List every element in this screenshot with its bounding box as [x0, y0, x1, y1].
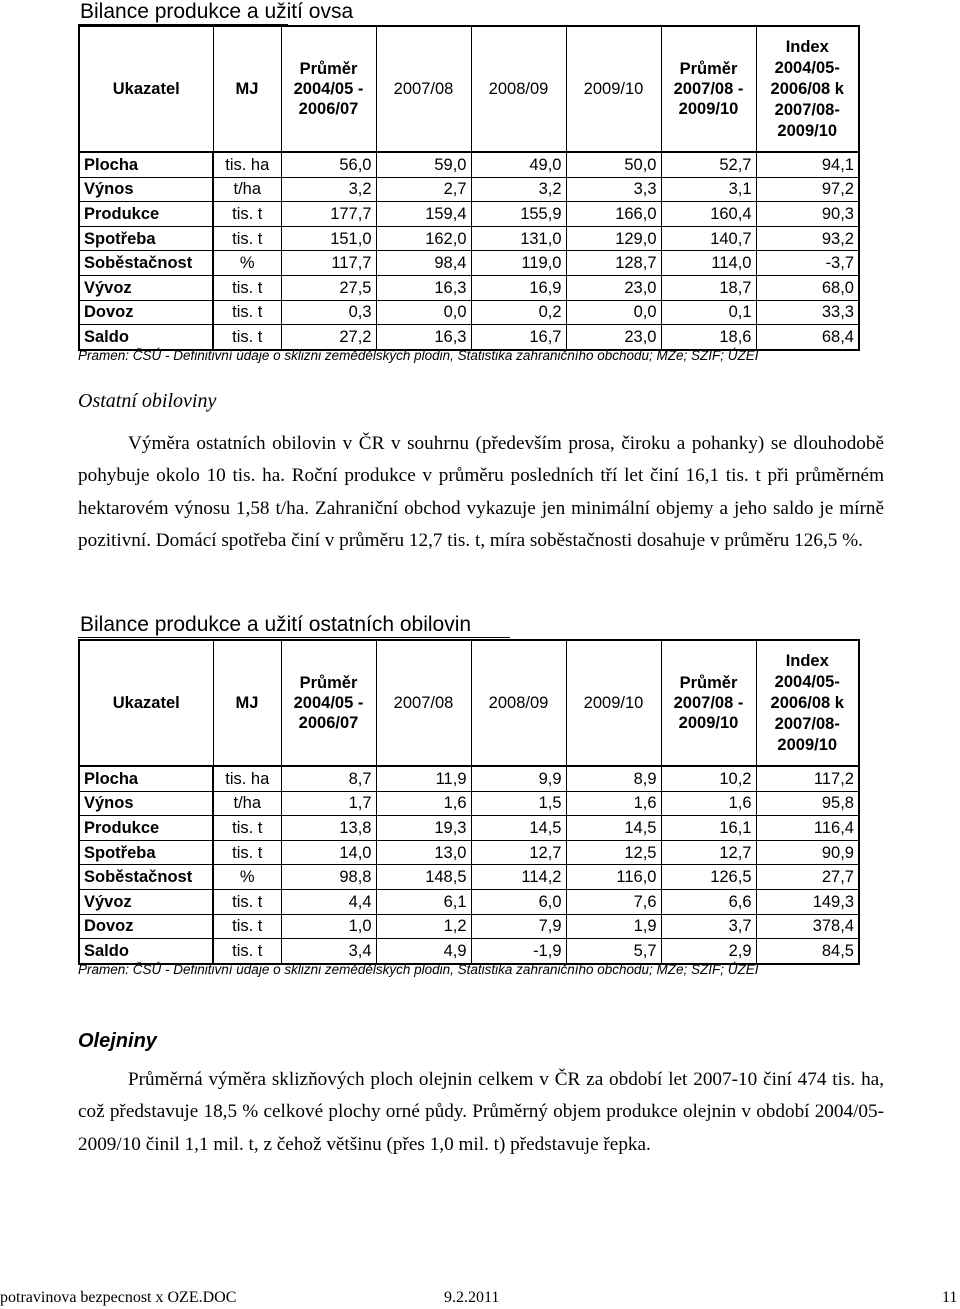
table-row	[79, 816, 859, 841]
table-cell: 93,2	[756, 226, 859, 251]
footer-date: 9.2.2011	[444, 1289, 500, 1306]
header-ukazatel: Ukazatel	[79, 640, 213, 766]
row-unit: tis. ha	[213, 152, 281, 177]
table-cell: 14,5	[471, 816, 566, 841]
table-cell: 151,0	[281, 226, 376, 251]
table-row	[79, 766, 859, 791]
header-index: Index 2004/05-2006/08 k 2007/08-2009/10	[756, 640, 859, 766]
table-row	[79, 865, 859, 890]
table-row	[79, 840, 859, 865]
table-row	[79, 300, 859, 325]
table-row	[79, 177, 859, 202]
table-cell: 13,8	[281, 816, 376, 841]
table-row	[79, 226, 859, 251]
section-other-heading: Ostatní obiloviny	[78, 390, 217, 412]
table-cell: 7,9	[471, 914, 566, 939]
table-cell: 0,2	[471, 300, 566, 325]
table-cell: 1,6	[661, 791, 756, 816]
table-cell: 94,1	[756, 152, 859, 177]
table1	[78, 25, 860, 351]
table-cell: 16,3	[376, 325, 471, 350]
table-cell: 16,1	[661, 816, 756, 841]
table-cell: 177,7	[281, 202, 376, 227]
table-cell: 3,2	[281, 177, 376, 202]
table-cell: 19,3	[376, 816, 471, 841]
table-cell: 6,6	[661, 889, 756, 914]
table2-title-underline	[78, 637, 510, 638]
header-mj: MJ	[213, 640, 281, 766]
header-2007-08: 2007/08	[376, 26, 471, 152]
row-unit: tis. t	[213, 202, 281, 227]
table-cell: 116,4	[756, 816, 859, 841]
row-label: Soběstačnost	[79, 865, 213, 890]
table-cell: 84,5	[756, 939, 859, 964]
table2-body	[79, 766, 859, 964]
table2-title: Bilance produkce a užití ostatních obilovin	[80, 613, 472, 636]
table-cell: 3,3	[566, 177, 661, 202]
row-unit: tis. t	[213, 914, 281, 939]
table-cell: 116,0	[566, 865, 661, 890]
table-cell: 155,9	[471, 202, 566, 227]
row-unit: t/ha	[213, 177, 281, 202]
table-cell: 18,6	[661, 325, 756, 350]
header-mj: MJ	[213, 26, 281, 152]
table-cell: 16,7	[471, 325, 566, 350]
row-unit: tis. t	[213, 816, 281, 841]
table-cell: 56,0	[281, 152, 376, 177]
table-cell: 23,0	[566, 275, 661, 300]
row-unit: t/ha	[213, 791, 281, 816]
table-cell: 117,7	[281, 251, 376, 276]
table-cell: 8,9	[566, 766, 661, 791]
table-cell: 95,8	[756, 791, 859, 816]
table-cell: 11,9	[376, 766, 471, 791]
table1-title: Bilance produkce a užití ovsa	[80, 0, 354, 23]
table-cell: 126,5	[661, 865, 756, 890]
table-cell: 49,0	[471, 152, 566, 177]
row-label: Vývoz	[79, 889, 213, 914]
table-cell: 3,4	[281, 939, 376, 964]
row-unit: %	[213, 865, 281, 890]
footer-filename: potravinova bezpecnost x OZE.DOC	[0, 1289, 237, 1306]
row-unit: tis. t	[213, 840, 281, 865]
table-row	[79, 251, 859, 276]
row-label: Saldo	[79, 325, 213, 350]
table-cell: 131,0	[471, 226, 566, 251]
header-2009-10: 2009/10	[566, 640, 661, 766]
table-cell: 10,2	[661, 766, 756, 791]
table-cell: 12,7	[471, 840, 566, 865]
table-cell: 160,4	[661, 202, 756, 227]
table-cell: 14,5	[566, 816, 661, 841]
table-cell: 16,9	[471, 275, 566, 300]
table-cell: 0,0	[566, 300, 661, 325]
row-label: Saldo	[79, 939, 213, 964]
table-cell: 98,4	[376, 251, 471, 276]
table-cell: 2,7	[376, 177, 471, 202]
row-label: Dovoz	[79, 914, 213, 939]
table-cell: 378,4	[756, 914, 859, 939]
table-cell: 12,7	[661, 840, 756, 865]
table-cell: 1,5	[471, 791, 566, 816]
row-unit: tis. t	[213, 939, 281, 964]
section-other-paragraph: Výměra ostatních obilovin v ČR v souhrnu (především prosa, čiroku a pohanky) se dlouhodobě pohybuje okolo 10 tis. ha. Roční produkce v průměru posledních tří let činí 16,1 tis. t při průměrném hektarovém výnosu 1,58 t/ha. Zahraniční obchod vykazuje jen minimální objemy a jeho saldo je mírně pozitivní. Domácí spotřeba činí v průměru 12,7 tis. t, míra soběstačnosti dosahuje v průměru 126,5 %.	[78, 433, 884, 552]
table-cell: 52,7	[661, 152, 756, 177]
table-cell: 128,7	[566, 251, 661, 276]
table-cell: 4,9	[376, 939, 471, 964]
table-cell: 90,9	[756, 840, 859, 865]
table-row	[79, 914, 859, 939]
row-unit: tis. t	[213, 275, 281, 300]
row-label: Vývoz	[79, 275, 213, 300]
row-label: Soběstačnost	[79, 251, 213, 276]
table-cell: 114,0	[661, 251, 756, 276]
row-label: Produkce	[79, 202, 213, 227]
table-cell: 90,3	[756, 202, 859, 227]
table-cell: 1,2	[376, 914, 471, 939]
table-cell: 129,0	[566, 226, 661, 251]
header-2008-09: 2008/09	[471, 26, 566, 152]
table-cell: 4,4	[281, 889, 376, 914]
row-unit: tis. t	[213, 325, 281, 350]
header-avg-new: Průměr 2007/08 - 2009/10	[661, 640, 756, 766]
table-cell: 149,3	[756, 889, 859, 914]
table1-source: Pramen: ČSÚ - Definitivní údaje o sklizni zemědělských plodin, Statistika zahraničního obchodu; MZe; SZIF; ÚZEI	[78, 348, 759, 363]
header-index: Index 2004/05-2006/08 k 2007/08-2009/10	[756, 26, 859, 152]
table-cell: 0,0	[376, 300, 471, 325]
table-cell: 1,7	[281, 791, 376, 816]
row-unit: tis. ha	[213, 766, 281, 791]
table-cell: 5,7	[566, 939, 661, 964]
row-label: Plocha	[79, 152, 213, 177]
table-row	[79, 939, 859, 964]
row-unit: %	[213, 251, 281, 276]
table-cell: 12,5	[566, 840, 661, 865]
table-cell: 6,1	[376, 889, 471, 914]
table-cell: 0,3	[281, 300, 376, 325]
table-cell: 6,0	[471, 889, 566, 914]
table-cell: 162,0	[376, 226, 471, 251]
table-cell: 16,3	[376, 275, 471, 300]
table-cell: 0,1	[661, 300, 756, 325]
table-cell: 119,0	[471, 251, 566, 276]
row-unit: tis. t	[213, 226, 281, 251]
row-label: Výnos	[79, 177, 213, 202]
row-label: Výnos	[79, 791, 213, 816]
table-cell: 14,0	[281, 840, 376, 865]
table-cell: 3,1	[661, 177, 756, 202]
section-oil-paragraph: Průměrná výměra sklizňových ploch olejnin celkem v ČR za období let 2007-10 činí 474 tis. ha, což představuje 18,5 % celkové plochy orné půdy. Průměrný objem produkce olejnin v období 2004/05-2009/10 činil 1,1 mil. t, z čehož většinu (přes 1,0 mil. t) představuje řepka.	[78, 1069, 884, 1155]
table-cell: 140,7	[661, 226, 756, 251]
table-cell: 27,5	[281, 275, 376, 300]
header-avg-old: Průměr 2004/05 - 2006/07	[281, 640, 376, 766]
table-cell: 33,3	[756, 300, 859, 325]
table-cell: 98,8	[281, 865, 376, 890]
table-cell: 2,9	[661, 939, 756, 964]
table-cell: 13,0	[376, 840, 471, 865]
row-label: Spotřeba	[79, 226, 213, 251]
table2	[78, 639, 860, 965]
table-cell: 8,7	[281, 766, 376, 791]
table-cell: 68,0	[756, 275, 859, 300]
table-cell: 1,6	[376, 791, 471, 816]
table-cell: 23,0	[566, 325, 661, 350]
table-row	[79, 202, 859, 227]
table-cell: 9,9	[471, 766, 566, 791]
table-cell: 18,7	[661, 275, 756, 300]
header-avg-old: Průměr 2004/05 - 2006/07	[281, 26, 376, 152]
row-label: Dovoz	[79, 300, 213, 325]
header-avg-new: Průměr 2007/08 - 2009/10	[661, 26, 756, 152]
table-row	[79, 889, 859, 914]
table-cell: 159,4	[376, 202, 471, 227]
table-cell: 27,7	[756, 865, 859, 890]
table-row	[79, 275, 859, 300]
row-unit: tis. t	[213, 889, 281, 914]
table-cell: 1,0	[281, 914, 376, 939]
table2-source: Pramen: ČSÚ - Definitivní údaje o sklizni zemědělských plodin, Statistika zahraničního obchodu; MZe; SZIF; ÚZEI	[78, 962, 759, 977]
header-2009-10: 2009/10	[566, 26, 661, 152]
table-cell: 50,0	[566, 152, 661, 177]
header-ukazatel: Ukazatel	[79, 26, 213, 152]
row-label: Spotřeba	[79, 840, 213, 865]
table-cell: -1,9	[471, 939, 566, 964]
table-cell: 3,2	[471, 177, 566, 202]
table-cell: 1,6	[566, 791, 661, 816]
row-label: Plocha	[79, 766, 213, 791]
table-row	[79, 791, 859, 816]
table-cell: 1,9	[566, 914, 661, 939]
row-label: Produkce	[79, 816, 213, 841]
header-2008-09: 2008/09	[471, 640, 566, 766]
row-unit: tis. t	[213, 300, 281, 325]
table-cell: -3,7	[756, 251, 859, 276]
table-cell: 97,2	[756, 177, 859, 202]
table-cell: 3,7	[661, 914, 756, 939]
table-cell: 59,0	[376, 152, 471, 177]
table-cell: 7,6	[566, 889, 661, 914]
table-cell: 148,5	[376, 865, 471, 890]
footer-page-number: 11	[942, 1289, 958, 1306]
table-cell: 114,2	[471, 865, 566, 890]
table-cell: 117,2	[756, 766, 859, 791]
table1-body	[79, 152, 859, 350]
table-cell: 68,4	[756, 325, 859, 350]
section-oil-heading: Olejniny	[78, 1030, 157, 1052]
table-row	[79, 325, 859, 350]
header-2007-08: 2007/08	[376, 640, 471, 766]
table-row	[79, 152, 859, 177]
table-cell: 27,2	[281, 325, 376, 350]
table-cell: 166,0	[566, 202, 661, 227]
